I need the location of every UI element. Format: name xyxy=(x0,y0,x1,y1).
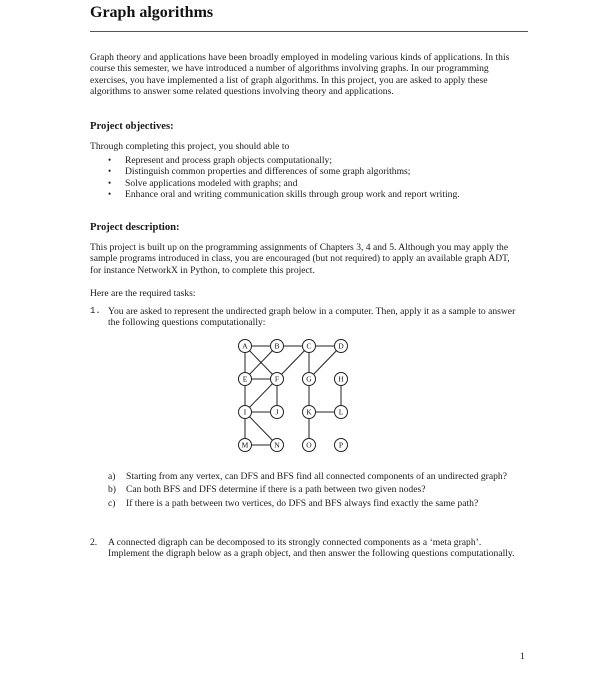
graph-node-label-J: J xyxy=(275,407,279,417)
intro-paragraph: Graph theory and applications have been broadly employed in modeling various kinds of applications. In this course this semester, we have introduced a number of algorithms involving graphs. In our programming exercises, you have implemented a list of graph algorithms. In this project, you are asked to apply these algorithms to answer some related questions involving theory and applications. xyxy=(90,52,510,98)
graph-node-label-G: G xyxy=(306,374,312,384)
objective-text: Distinguish common properties and differences of some graph algorithms; xyxy=(125,166,411,178)
task-2-number: 2. xyxy=(90,537,98,548)
objective-text: Enhance oral and writing communication skills through group work and report writing. xyxy=(125,189,460,201)
graph-node-label-I: I xyxy=(243,407,247,417)
objectives-intro: Through completing this project, you should able to xyxy=(90,141,290,152)
undirected-graph-figure xyxy=(230,336,360,468)
list-item xyxy=(108,166,460,177)
graph-node-label-D: D xyxy=(338,341,344,351)
graph-node-label-M: M xyxy=(241,440,249,450)
subquestion-label: a) xyxy=(108,471,116,482)
task-1-text: You are asked to represent the undirected graph below in a computer. Then, apply it as a sample to answer the following questions computationally: xyxy=(108,306,516,329)
objective-text: Solve applications modeled with graphs; and xyxy=(125,177,298,189)
graph-node-label-H: H xyxy=(338,374,344,384)
objective-text: Represent and process graph objects computationally; xyxy=(125,155,333,166)
page-title: Graph algorithms xyxy=(90,4,214,21)
subquestion-label: b) xyxy=(108,484,116,496)
graph-node-label-B: B xyxy=(274,341,280,351)
task-2-text: A connected digraph can be decomposed to its strongly connected components as a ‘meta graph’. Implement the digraph below as a graph object, and then answer the following questions computationally. xyxy=(108,537,515,560)
objectives-list xyxy=(108,155,460,201)
bullet-icon: • xyxy=(108,166,112,177)
list-item xyxy=(108,155,460,166)
bullet-icon: • xyxy=(108,177,112,188)
list-item xyxy=(108,498,508,509)
graph-node-label-F: F xyxy=(274,374,280,384)
list-item xyxy=(108,484,508,495)
list-item xyxy=(108,471,508,482)
description-heading: Project description: xyxy=(90,222,180,233)
bullet-icon: • xyxy=(108,189,112,200)
title-divider xyxy=(90,31,528,32)
task-1-subquestions xyxy=(108,471,508,511)
tasks-intro: Here are the required tasks: xyxy=(90,288,196,299)
list-item xyxy=(108,178,460,189)
graph-node-label-O: O xyxy=(306,440,312,450)
subquestion-text: If there is a path between two vertices, do DFS and BFS always find exactly the same path? xyxy=(126,497,479,509)
graph-node-label-C: C xyxy=(306,341,312,351)
graph-node-label-K: K xyxy=(306,407,312,417)
subquestion-label: c) xyxy=(108,497,116,509)
page-number: 1 xyxy=(520,651,525,662)
subquestion-text: Can both BFS and DFS determine if there is a path between two given nodes? xyxy=(126,484,426,496)
graph-node-label-E: E xyxy=(242,374,248,384)
graph-node-label-A: A xyxy=(242,341,248,351)
bullet-icon: • xyxy=(108,155,112,165)
graph-node-label-P: P xyxy=(338,440,344,450)
graph-node-label-N: N xyxy=(274,440,280,450)
objectives-heading: Project objectives: xyxy=(90,121,174,132)
description-paragraph: This project is built up on the programming assignments of Chapters 3, 4 and 5. Although you may apply the sample programs introduced in class, you are encouraged (but not required) to apply an available graph ADT, for instance NetworkX in Python, to complete this project. xyxy=(90,242,510,276)
subquestion-text: Starting from any vertex, can DFS and BFS find all connected components of an undirected graph? xyxy=(126,471,507,482)
list-item xyxy=(108,189,460,200)
task-1-number: 1. xyxy=(90,306,101,316)
graph-node-label-L: L xyxy=(338,407,344,417)
